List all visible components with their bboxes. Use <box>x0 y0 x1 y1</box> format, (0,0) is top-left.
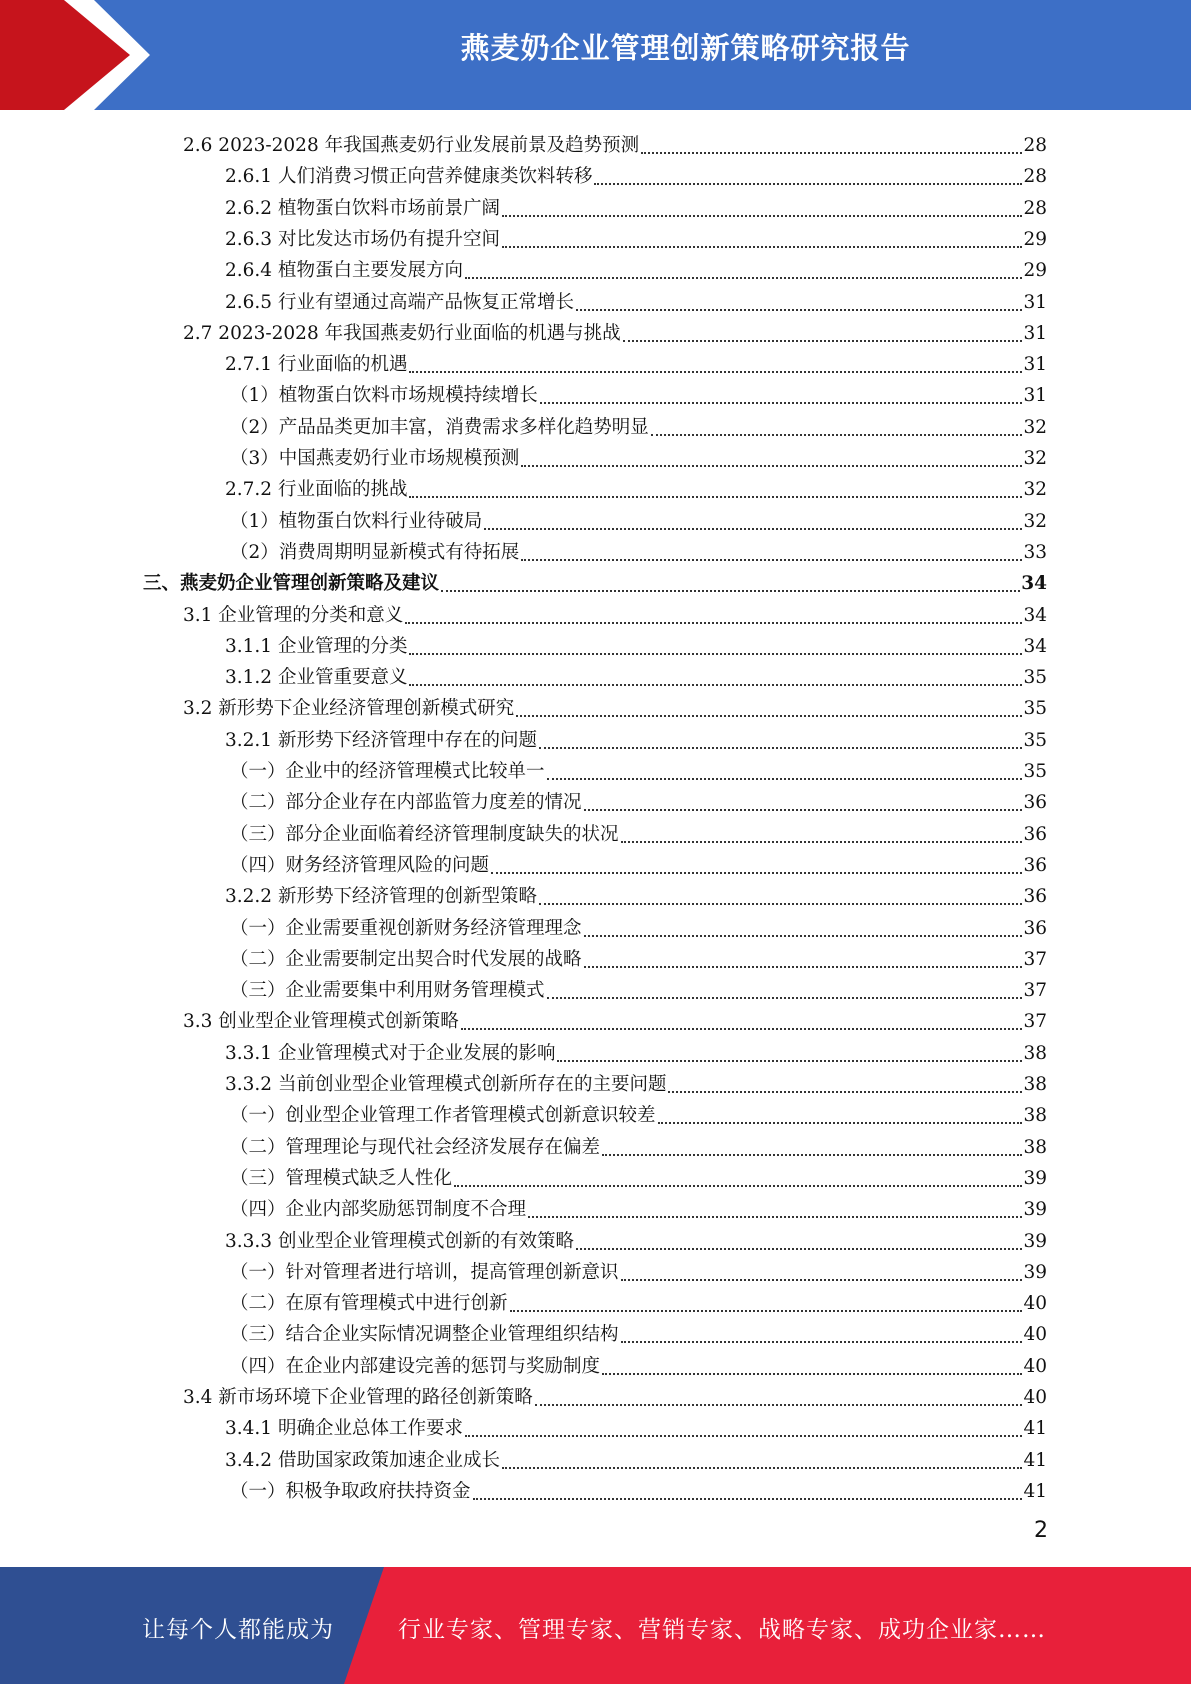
toc-dot-leader <box>602 1153 1022 1156</box>
toc-dot-leader <box>405 621 1022 624</box>
toc-entry-page: 37 <box>1023 1011 1047 1033</box>
toc-dot-leader <box>584 934 1023 937</box>
toc-entry-label: （3）中国燕麦奶行业市场规模预测 <box>230 448 520 469</box>
toc-entry-label: 3.1.2 企业管重要意义 <box>225 667 408 689</box>
toc-dot-leader <box>521 558 1022 561</box>
toc-entry-label: （二）部分企业存在内部监管力度差的情况 <box>230 792 582 814</box>
toc-dot-leader <box>454 1184 1022 1187</box>
toc-entry-label: 3.3.1 企业管理模式对于企业发展的影响 <box>225 1042 556 1064</box>
toc-entry-label: （四）在企业内部建设完善的惩罚与奖励制度 <box>230 1355 601 1377</box>
toc-entry-page: 36 <box>1023 792 1047 814</box>
toc-dot-leader <box>461 1027 1023 1030</box>
toc-entry-page: 41 <box>1023 1449 1047 1471</box>
toc-dot-leader <box>594 182 1022 185</box>
toc-entry[interactable] <box>225 284 1047 315</box>
toc-entry-label: 2.6.3 对比发达市场仍有提升空间 <box>225 228 500 250</box>
toc-dot-leader <box>441 589 1020 592</box>
toc-entry-page: 40 <box>1023 1324 1047 1346</box>
toc-dot-leader <box>502 245 1022 248</box>
toc-entry-label: （2）消费周期明显新模式有待拓展 <box>230 541 520 563</box>
toc-entry-page: 34 <box>1023 604 1047 626</box>
toc-entry-page: 40 <box>1023 1355 1047 1377</box>
toc-entry-label: 3.4.2 借助国家政策加速企业成长 <box>225 1449 500 1471</box>
toc-entry-label: （二）在原有管理模式中进行创新 <box>230 1293 508 1315</box>
toc-entry-page: 41 <box>1023 1480 1047 1502</box>
toc-entry-label: （1）植物蛋白饮料行业待破局 <box>230 510 483 532</box>
toc-dot-leader <box>473 1497 1023 1500</box>
toc-dot-leader <box>576 308 1022 311</box>
toc-entry-page: 41 <box>1023 1418 1047 1440</box>
toc-entry-page: 36 <box>1023 823 1047 845</box>
toc-entry-page: 28 <box>1023 135 1047 156</box>
toc-entry[interactable] <box>230 784 1047 815</box>
toc-entry-page: 31 <box>1023 354 1047 376</box>
toc-entry[interactable] <box>230 972 1047 1003</box>
toc-entry[interactable] <box>230 440 1047 471</box>
toc-dot-leader <box>502 214 1022 217</box>
toc-entry-label: （1）植物蛋白饮料市场规模持续增长 <box>230 385 538 407</box>
toc-entry[interactable] <box>230 1160 1047 1191</box>
toc-dot-leader <box>602 1372 1022 1375</box>
toc-entry[interactable] <box>225 1066 1047 1097</box>
toc-dot-leader <box>651 433 1023 436</box>
toc-dot-leader <box>409 683 1022 686</box>
page-header <box>0 0 1191 110</box>
toc-entry-label: （一）针对管理者进行培训，提高管理创新意识 <box>230 1261 619 1283</box>
toc-entry-label: （四）财务经济管理风险的问题 <box>230 854 490 876</box>
page-footer <box>0 1567 1191 1684</box>
toc-entry[interactable] <box>230 1254 1047 1285</box>
toc-entry-page: 37 <box>1023 948 1047 970</box>
toc-entry-page: 39 <box>1023 1261 1047 1283</box>
toc-entry[interactable] <box>225 628 1047 659</box>
toc-entry[interactable] <box>225 1442 1047 1473</box>
toc-entry[interactable] <box>230 816 1047 847</box>
toc-entry-page: 38 <box>1023 1105 1047 1127</box>
toc-entry-label: （四）企业内部奖励惩罚制度不合理 <box>230 1199 527 1221</box>
toc-entry[interactable] <box>225 252 1047 283</box>
toc-dot-leader <box>409 652 1022 655</box>
toc-entry-page: 34 <box>1023 635 1047 657</box>
toc-entry[interactable] <box>230 1316 1047 1347</box>
toc-entry[interactable] <box>225 1223 1047 1254</box>
toc-entry-page: 36 <box>1023 917 1047 939</box>
toc-entry[interactable] <box>225 1035 1047 1066</box>
toc-entry-page: 31 <box>1023 385 1047 407</box>
toc-entry-label: 3.3.3 创业型企业管理模式创新的有效策略 <box>225 1230 574 1252</box>
toc-dot-leader <box>521 464 1022 467</box>
toc-entry[interactable] <box>230 1285 1047 1316</box>
toc-entry[interactable] <box>230 847 1047 878</box>
toc-dot-leader <box>547 777 1023 780</box>
toc-entry-label: 2.7.2 行业面临的挑战 <box>225 479 408 501</box>
toc-entry[interactable] <box>183 597 1047 628</box>
toc-entry-page: 29 <box>1023 228 1047 250</box>
toc-entry[interactable] <box>183 690 1047 721</box>
toc-entry[interactable] <box>225 158 1047 189</box>
toc-entry-page: 38 <box>1023 1042 1047 1064</box>
toc-entry-page: 38 <box>1023 1074 1047 1095</box>
toc-entry-label: （二）企业需要制定出契合时代发展的战略 <box>230 948 582 970</box>
toc-entry-label: （一）企业中的经济管理模式比较单一 <box>230 761 545 782</box>
toc-entry-page: 40 <box>1023 1293 1047 1315</box>
toc-entry[interactable] <box>183 1379 1047 1410</box>
toc-entry-label: 2.6.1 人们消费习惯正向营养健康类饮料转移 <box>225 166 593 188</box>
toc-entry-label: 2.6.5 行业有望通过高端产品恢复正常增长 <box>225 291 574 313</box>
toc-entry-page: 35 <box>1023 729 1047 751</box>
toc-dot-leader <box>621 1340 1023 1343</box>
toc-entry[interactable] <box>230 1473 1047 1504</box>
toc-entry-label: 3.1 企业管理的分类和意义 <box>183 604 404 626</box>
toc-dot-leader <box>510 1309 1023 1312</box>
report-title: 燕麦奶企业管理创新策略研究报告 <box>460 31 911 65</box>
toc-entry-label: （三）企业需要集中利用财务管理模式 <box>230 980 545 1002</box>
toc-entry[interactable] <box>230 1191 1047 1222</box>
toc-entry-page: 32 <box>1023 510 1047 532</box>
toc-entry-page: 35 <box>1023 698 1047 720</box>
toc-entry[interactable] <box>225 659 1047 690</box>
toc-dot-leader <box>528 1215 1022 1218</box>
toc-entry[interactable] <box>225 878 1047 909</box>
toc-entry-label: 3.4.1 明确企业总体工作要求 <box>225 1418 463 1440</box>
toc-dot-leader <box>465 1434 1022 1437</box>
toc-entry-label: 3.1.1 企业管理的分类 <box>225 635 408 657</box>
toc-entry[interactable] <box>230 534 1047 565</box>
toc-dot-leader <box>502 1466 1022 1469</box>
toc-entry-label: 3.2.2 新形势下经济管理的创新型策略 <box>225 886 537 908</box>
toc-entry-label: （一）企业需要重视创新财务经济管理理念 <box>230 917 582 939</box>
toc-entry[interactable] <box>143 565 1047 596</box>
toc-entry[interactable] <box>225 346 1047 377</box>
toc-dot-leader <box>621 1278 1023 1281</box>
toc-dot-leader <box>584 808 1023 811</box>
toc-entry-label: 3.4 新市场环境下企业管理的路径创新策略 <box>183 1387 533 1408</box>
toc-entry-label: 2.6 2023-2028 年我国燕麦奶行业发展前景及趋势预测 <box>183 135 640 156</box>
toc-dot-leader <box>409 495 1022 498</box>
toc-dot-leader <box>584 965 1023 968</box>
toc-entry[interactable] <box>230 941 1047 972</box>
toc-entry[interactable] <box>183 127 1047 158</box>
toc-entry[interactable] <box>230 1097 1047 1128</box>
toc-entry[interactable] <box>225 221 1047 252</box>
toc-dot-leader <box>623 339 1023 342</box>
toc-dot-leader <box>540 401 1023 404</box>
toc-entry[interactable] <box>225 190 1047 221</box>
toc-entry[interactable] <box>230 377 1047 408</box>
toc-entry-label: （一）积极争取政府扶持资金 <box>230 1480 471 1502</box>
toc-dot-leader <box>576 1247 1022 1250</box>
toc-entry-label: 3.2 新形势下企业经济管理创新模式研究 <box>183 698 515 720</box>
toc-entry-page: 34 <box>1021 573 1047 595</box>
toc-entry-page: 39 <box>1023 1167 1047 1189</box>
toc-entry-page: 31 <box>1023 322 1047 344</box>
toc-entry-page: 39 <box>1023 1230 1047 1252</box>
toc-entry-label: 2.6.2 植物蛋白饮料市场前景广阔 <box>225 197 500 219</box>
toc-dot-leader <box>535 1403 1023 1406</box>
toc-dot-leader <box>641 151 1022 154</box>
footer-slogan-left: 让每个人都能成为 <box>142 1617 334 1643</box>
toc-dot-leader <box>484 527 1022 530</box>
toc-entry-page: 36 <box>1023 854 1047 876</box>
toc-entry[interactable] <box>230 910 1047 941</box>
toc-entry-label: 2.7.1 行业面临的机遇 <box>225 354 408 376</box>
toc-entry-page: 35 <box>1023 761 1047 782</box>
toc-dot-leader <box>539 902 1022 905</box>
toc-entry-page: 38 <box>1023 1136 1047 1158</box>
page-number: 2 <box>1034 1518 1048 1543</box>
toc-entry[interactable] <box>183 315 1047 346</box>
toc-entry[interactable] <box>225 471 1047 502</box>
toc-entry-page: 37 <box>1023 980 1047 1002</box>
toc-entry[interactable] <box>230 1348 1047 1379</box>
toc-entry-label: 3.3 创业型企业管理模式创新策略 <box>183 1011 459 1033</box>
toc-dot-leader <box>557 1059 1022 1062</box>
toc-entry-page: 39 <box>1023 1199 1047 1221</box>
toc-entry[interactable] <box>225 722 1047 753</box>
toc-entry-label: 3.3.2 当前创业型企业管理模式创新所存在的主要问题 <box>225 1074 667 1095</box>
toc-dot-leader <box>465 276 1022 279</box>
toc-dot-leader <box>516 714 1022 717</box>
toc-dot-leader <box>668 1090 1022 1093</box>
toc-entry-label: 三、燕麦奶企业管理创新策略及建议 <box>143 573 440 595</box>
toc-dot-leader <box>658 1121 1023 1124</box>
toc-entry[interactable] <box>183 1003 1047 1034</box>
toc-entry[interactable] <box>230 409 1047 440</box>
toc-entry-page: 29 <box>1023 260 1047 282</box>
toc-entry-page: 32 <box>1023 416 1047 438</box>
toc-entry[interactable] <box>230 1129 1047 1160</box>
toc-entry-page: 40 <box>1023 1387 1047 1408</box>
toc-entry-label: （二）管理理论与现代社会经济发展存在偏差 <box>230 1136 601 1158</box>
toc-entry-page: 36 <box>1023 886 1047 908</box>
toc-entry-label: （三）部分企业面临着经济管理制度缺失的状况 <box>230 823 619 845</box>
toc-entry-page: 32 <box>1023 479 1047 501</box>
toc-entry-label: （三）结合企业实际情况调整企业管理组织结构 <box>230 1324 619 1346</box>
toc-entry-page: 28 <box>1023 166 1047 188</box>
footer-slogan-right: 行业专家、管理专家、营销专家、战略专家、成功企业家…… <box>398 1617 1046 1643</box>
toc-entry[interactable] <box>230 503 1047 534</box>
toc-dot-leader <box>491 871 1022 874</box>
toc-entry-page: 32 <box>1023 448 1047 469</box>
toc-dot-leader <box>539 746 1022 749</box>
toc-entry-page: 31 <box>1023 291 1047 313</box>
toc-entry-label: （一）创业型企业管理工作者管理模式创新意识较差 <box>230 1105 656 1127</box>
toc-entry-label: 2.6.4 植物蛋白主要发展方向 <box>225 260 463 282</box>
toc-entry-label: 2.7 2023-2028 年我国燕麦奶行业面临的机遇与挑战 <box>183 322 621 344</box>
toc-entry-page: 28 <box>1023 197 1047 219</box>
toc-entry-label: 3.2.1 新形势下经济管理中存在的问题 <box>225 729 537 751</box>
toc-entry[interactable] <box>230 753 1047 784</box>
toc-entry-page: 33 <box>1023 541 1047 563</box>
toc-dot-leader <box>547 996 1023 999</box>
toc-entry[interactable] <box>225 1410 1047 1441</box>
toc-dot-leader <box>621 840 1023 843</box>
toc-entry-label: （2）产品品类更加丰富，消费需求多样化趋势明显 <box>230 416 649 438</box>
toc-entry-label: （三）管理模式缺乏人性化 <box>230 1167 453 1189</box>
toc-dot-leader <box>409 370 1022 373</box>
toc-entry-page: 35 <box>1023 667 1047 689</box>
